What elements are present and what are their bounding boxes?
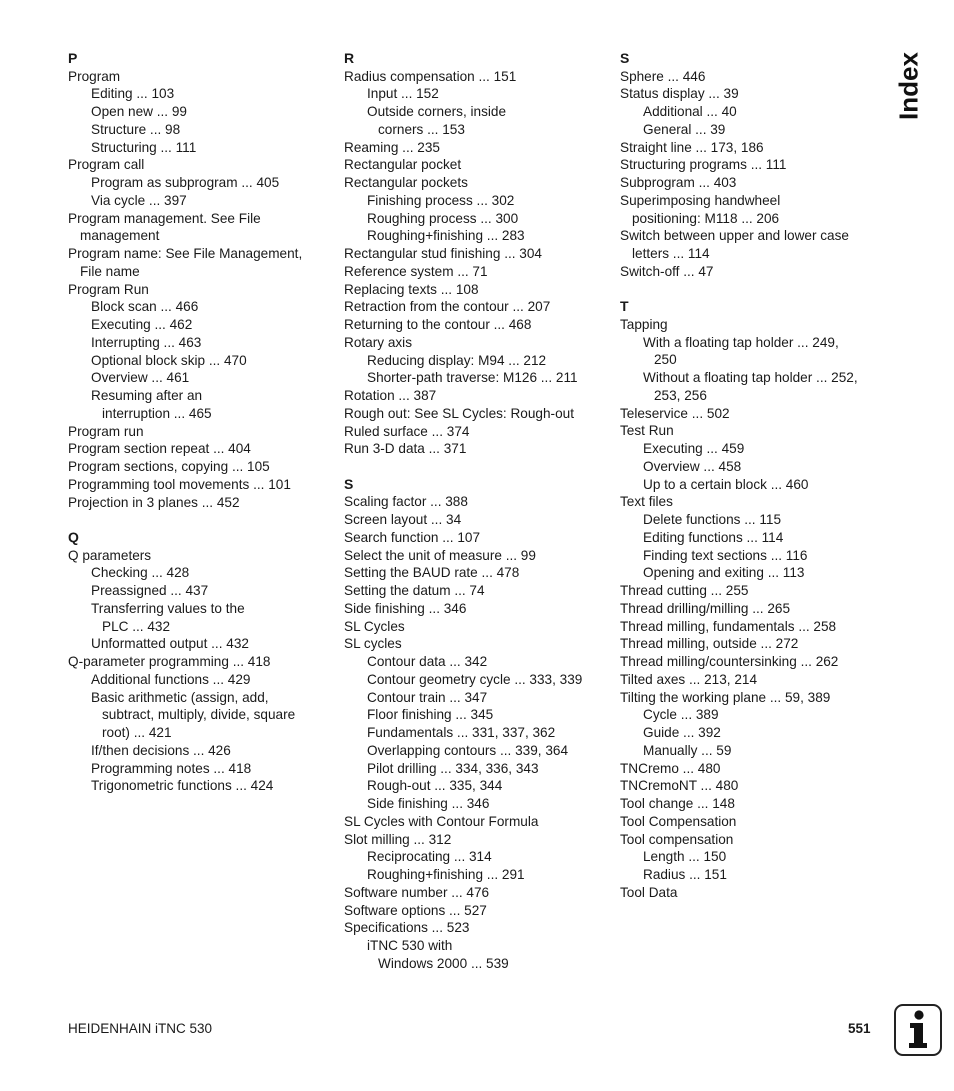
section-spacer	[68, 511, 330, 529]
index-entry: Program Run	[68, 281, 149, 297]
index-subentry: Contour data ... 342	[367, 654, 488, 670]
index-entry: Subprogram ... 403	[620, 175, 737, 191]
index-column-1	[68, 50, 330, 795]
index-subentry: Preassigned ... 437	[91, 583, 209, 599]
index-entry: Slot milling ... 312	[344, 831, 452, 847]
index-subentry: Outside corners, inside	[367, 104, 507, 120]
index-subentry: Pilot drilling ... 334, 336, 343	[367, 760, 539, 776]
index-subentry: Open new ... 99	[91, 104, 187, 120]
index-subentry: Cycle ... 389	[643, 707, 719, 723]
index-subentry: Interrupting ... 463	[91, 334, 202, 350]
index-subentry: Overview ... 461	[91, 370, 190, 386]
index-entry: Tool change ... 148	[620, 796, 735, 812]
index-entry: TNCremo ... 480	[620, 760, 721, 776]
index-column-3	[620, 50, 882, 902]
index-entry: Specifications ... 523	[344, 920, 470, 936]
index-subentry: Structure ... 98	[91, 121, 181, 137]
index-subentry: If/then decisions ... 426	[91, 742, 231, 758]
index-entry: Software number ... 476	[344, 884, 490, 900]
index-entry: Structuring programs ... 111	[620, 157, 787, 173]
index-entry: Side finishing ... 346	[344, 600, 467, 616]
index-subentry: Overview ... 458	[643, 458, 742, 474]
index-subentry: Roughing process ... 300	[367, 210, 519, 226]
section-spacer	[344, 458, 606, 476]
index-subentry: Executing ... 459	[643, 441, 745, 457]
index-subentry: Finishing process ... 302	[367, 192, 515, 208]
index-entry: Thread cutting ... 255	[620, 583, 749, 599]
index-entry: Select the unit of measure ... 99	[344, 547, 536, 563]
index-entry: Rectangular pockets	[344, 175, 468, 191]
index-entry: Program section repeat ... 404	[68, 441, 251, 457]
index-entry: Rough out: See SL Cycles: Rough-out	[344, 405, 574, 421]
index-entry: Test Run	[620, 423, 674, 439]
index-entry: Program name: See File Management,	[68, 246, 303, 262]
index-letter-heading: Q	[68, 528, 79, 545]
index-subentry: General ... 39	[643, 121, 726, 137]
index-subentry: corners ... 153	[378, 121, 465, 137]
index-subentry: Additional ... 40	[643, 104, 737, 120]
index-subentry: Rough-out ... 335, 344	[367, 778, 503, 794]
index-subentry: 250	[654, 352, 677, 368]
index-entry: Program sections, copying ... 105	[68, 459, 270, 475]
index-entry: Thread milling, fundamentals ... 258	[620, 618, 837, 634]
index-entry: Thread drilling/milling ... 265	[620, 600, 791, 616]
index-subentry: Executing ... 462	[91, 317, 193, 333]
index-entry: TNCremoNT ... 480	[620, 778, 739, 794]
index-subentry: PLC ... 432	[102, 618, 171, 634]
index-entry: Rotary axis	[344, 334, 412, 350]
index-subentry: Optional block skip ... 470	[91, 352, 247, 368]
index-subentry: iTNC 530 with	[367, 938, 453, 954]
index-subentry: Via cycle ... 397	[91, 192, 187, 208]
index-entry: Rectangular pocket	[344, 157, 462, 173]
index-entry: Teleservice ... 502	[620, 405, 730, 421]
index-entry: Program call	[68, 157, 145, 173]
index-subentry: Additional functions ... 429	[91, 671, 251, 687]
index-entry: Q-parameter programming ... 418	[68, 654, 271, 670]
index-entry: positioning: M118 ... 206	[632, 210, 780, 226]
index-subentry: Structuring ... 111	[91, 139, 197, 155]
index-entry: Returning to the contour ... 468	[344, 317, 532, 333]
index-subentry: Input ... 152	[367, 86, 439, 102]
index-letter-heading: R	[344, 50, 355, 66]
index-entry: Setting the BAUD rate ... 478	[344, 565, 520, 581]
index-subentry: Contour geometry cycle ... 333, 339	[367, 671, 583, 687]
index-letter-heading: T	[620, 298, 629, 315]
index-subentry: Floor finishing ... 345	[367, 707, 494, 723]
index-entry: Program run	[68, 423, 144, 439]
index-subentry: Shorter-path traverse: M126 ... 211	[367, 370, 578, 386]
index-column-2	[344, 50, 606, 973]
index-subentry: 253, 256	[654, 387, 707, 403]
index-entry: File name	[80, 263, 140, 279]
index-subentry: Trigonometric functions ... 424	[91, 778, 274, 794]
index-entry: Superimposing handwheel	[620, 192, 781, 208]
index-entry: SL Cycles with Contour Formula	[344, 813, 539, 829]
index-subentry: Up to a certain block ... 460	[643, 476, 809, 492]
index-subentry: Roughing+finishing ... 291	[367, 867, 525, 883]
index-entry: Thread milling, outside ... 272	[620, 636, 799, 652]
index-letter-heading: S	[620, 50, 630, 66]
index-subentry: Without a floating tap holder ... 252,	[643, 370, 858, 386]
index-subentry: Opening and exiting ... 113	[643, 565, 805, 581]
index-entry: Straight line ... 173, 186	[620, 139, 764, 155]
index-subentry: Reducing display: M94 ... 212	[367, 352, 547, 368]
index-subentry: Reciprocating ... 314	[367, 849, 492, 865]
index-entry: Program	[68, 68, 121, 84]
index-subentry: Transferring values to the	[91, 600, 245, 616]
index-entry: Run 3-D data ... 371	[344, 441, 467, 457]
index-entry: Tool Compensation	[620, 813, 737, 829]
index-letter-heading: P	[68, 50, 78, 66]
index-entry: Reference system ... 71	[344, 263, 488, 279]
index-entry: Tool compensation	[620, 831, 734, 847]
index-letter-heading: S	[344, 475, 354, 492]
index-subentry: Side finishing ... 346	[367, 796, 490, 812]
index-entry: letters ... 114	[632, 246, 710, 262]
side-title	[894, 50, 924, 122]
index-entry: Retraction from the contour ... 207	[344, 299, 551, 315]
index-entry: Search function ... 107	[344, 529, 481, 545]
index-subentry: Overlapping contours ... 339, 364	[367, 742, 569, 758]
index-subentry: Manually ... 59	[643, 742, 732, 758]
index-subentry: Unformatted output ... 432	[91, 636, 249, 652]
index-subentry: Length ... 150	[643, 849, 727, 865]
index-entry: Switch-off ... 47	[620, 263, 714, 279]
index-entry: Text files	[620, 494, 673, 510]
index-subentry: subtract, multiply, divide, square	[102, 707, 296, 723]
index-entry: Screen layout ... 34	[344, 512, 462, 528]
footer-product: HEIDENHAIN iTNC 530	[68, 1021, 213, 1036]
index-subentry: Resuming after an	[91, 388, 203, 404]
index-entry: Reaming ... 235	[344, 139, 440, 155]
index-subentry: Finding text sections ... 116	[643, 547, 808, 563]
index-entry: Setting the datum ... 74	[344, 583, 485, 599]
index-subentry: Programming notes ... 418	[91, 760, 252, 776]
index-subentry: Editing functions ... 114	[643, 529, 784, 545]
side-title-text: Index	[893, 52, 924, 120]
index-subentry: Editing ... 103	[91, 86, 175, 102]
index-entry: Software options ... 527	[344, 902, 487, 918]
index-subentry: Program as subprogram ... 405	[91, 175, 280, 191]
index-subentry: Delete functions ... 115	[643, 512, 782, 528]
index-entry: Thread milling/countersinking ... 262	[620, 654, 839, 670]
index-entry: Replacing texts ... 108	[344, 281, 479, 297]
index-entry: Rotation ... 387	[344, 388, 437, 404]
index-subentry: root) ... 421	[102, 725, 172, 741]
index-entry: Ruled surface ... 374	[344, 423, 470, 439]
index-subentry: Basic arithmetic (assign, add,	[91, 689, 269, 705]
section-spacer	[620, 281, 882, 299]
info-glyph	[896, 1006, 939, 1053]
index-subentry: Block scan ... 466	[91, 299, 199, 315]
index-entry: Scaling factor ... 388	[344, 494, 468, 510]
index-entry: SL Cycles	[344, 618, 405, 634]
index-entry: Sphere ... 446	[620, 68, 706, 84]
index-entry: SL cycles	[344, 636, 402, 652]
index-entry: Status display ... 39	[620, 86, 739, 102]
index-entry: Programming tool movements ... 101	[68, 476, 291, 492]
index-subentry: Guide ... 392	[643, 725, 721, 741]
index-entry: management	[80, 228, 160, 244]
index-entry: Radius compensation ... 151	[344, 68, 517, 84]
info-icon	[894, 1004, 942, 1056]
index-subentry: interruption ... 465	[102, 405, 212, 421]
index-entry: Rectangular stud finishing ... 304	[344, 246, 542, 262]
index-entry: Tilted axes ... 213, 214	[620, 671, 758, 687]
index-subentry: With a floating tap holder ... 249,	[643, 334, 839, 350]
index-entry: Tapping	[620, 316, 668, 332]
page-number: 551	[848, 1021, 871, 1036]
index-entry: Program management. See File	[68, 210, 261, 226]
index-entry: Projection in 3 planes ... 452	[68, 494, 240, 510]
index-subentry: Checking ... 428	[91, 565, 190, 581]
index-subentry: Fundamentals ... 331, 337, 362	[367, 725, 556, 741]
index-subentry: Contour train ... 347	[367, 689, 488, 705]
index-subentry: Windows 2000 ... 539	[378, 955, 509, 971]
index-subentry: Radius ... 151	[643, 867, 727, 883]
index-subentry: Roughing+finishing ... 283	[367, 228, 525, 244]
index-entry: Tilting the working plane ... 59, 389	[620, 689, 831, 705]
index-entry: Q parameters	[68, 547, 152, 563]
index-entry: Tool Data	[620, 884, 678, 900]
index-entry: Switch between upper and lower case	[620, 228, 849, 244]
